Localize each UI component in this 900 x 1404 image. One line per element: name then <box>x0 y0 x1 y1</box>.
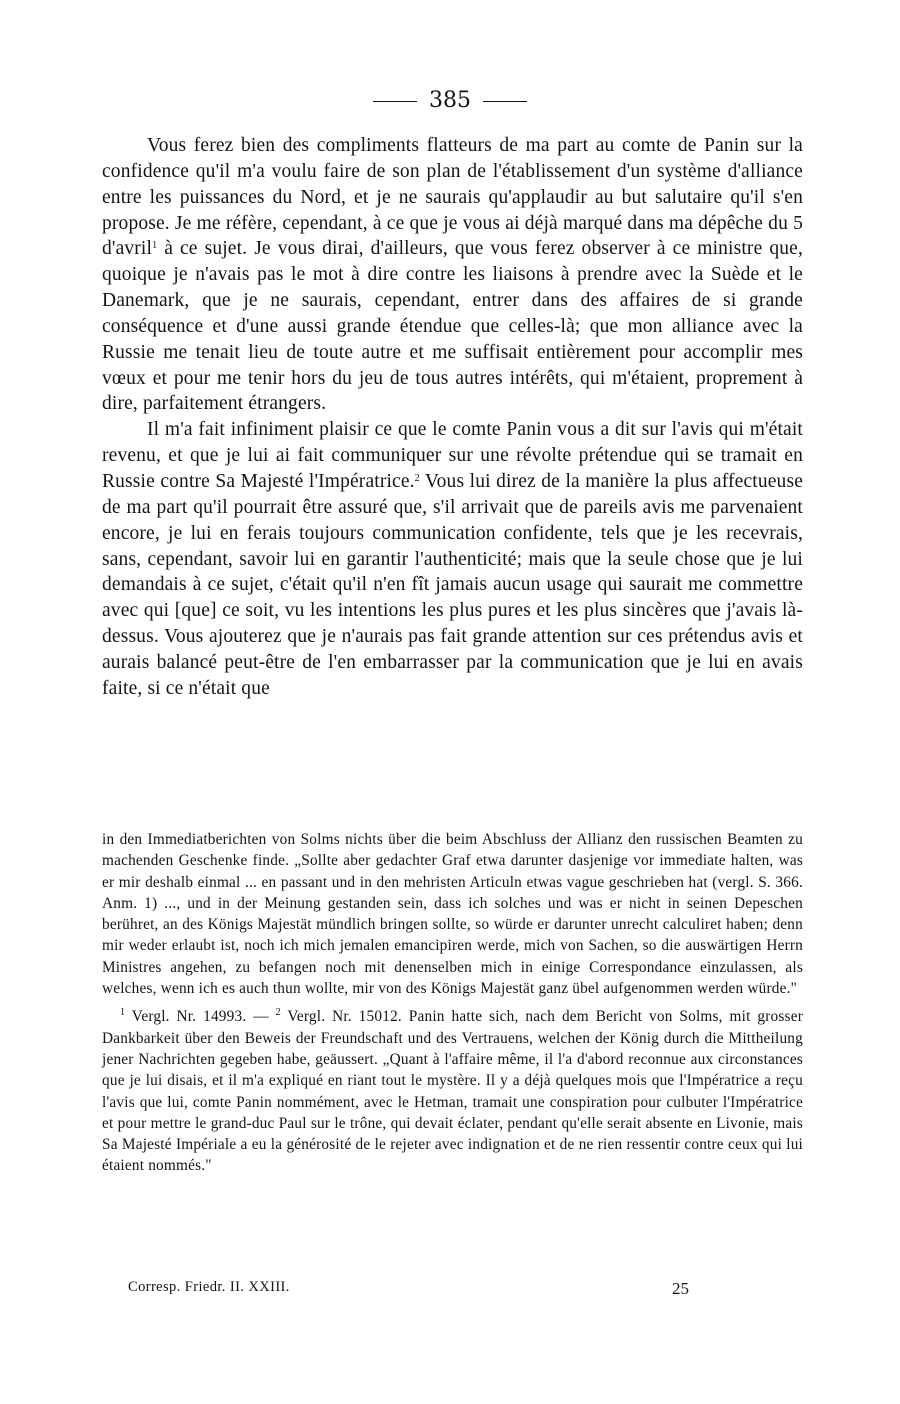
header-dash-right <box>483 101 527 102</box>
footnotes <box>102 829 803 1177</box>
signature-number: 25 <box>672 1279 689 1298</box>
page-number: 385 <box>429 88 471 113</box>
footnote-2-text: Vergl. Nr. 15012. Panin hatte sich, nach dem Bericht von Solms, mit grosser Dankbarkeit über den Beweis der Freundschaft und des Vertrauens, welchen der König durch die Mittheilung jener Nachrichten gegeben habe, geäussert. „Quant à l'affaire même, il l'a d'abord reconnue aux circonstances que je lui disais, et il m'a expliqué en riant tout le mystère. Il y a déjà quelques mois que l'Impératrice a reçu l'avis que lui, comte Panin nommément, avec le Hetman, tramait une conspiration pour culbuter l'Impératrice et pour mettre le grand-duc Paul sur le trône, qui devait éclater, pendant qu'elle serait absente en Livonie, mais Sa Majesté Impériale a eu la générosité de le rejeter avec indignation et de ne rien ressentir contre ceux qui lui étaient nommés." <box>102 1008 803 1175</box>
footnote-continuation: in den Immediatberichten von Solms nichts über die beim Abschluss der Allianz den russischen Beamten zu machenden Geschenke finde. „Sollte aber gedachter Graf etwa darunter dasjenige vor immediate halten, was er mir deshalb einmal ... en passant und in den mehristen Articuln etwas vague geschrieben hat (vergl. S. 366. Anm. 1) ..., und in der Meinung gestanden sein, dass ich solches und was er nicht in seinen Depeschen berühret, an des Königs Majestät mündlich bringen sollte, so würde er darunter unrecht calculiret haben; denn mir weder erlaubt ist, noch ich mich jemalen emancipiren werde, mich von Sachen, so die auswärtigen Herrn Ministres angehen, zu befangen noch mit denenselben mich in einige Correspondance einzulassen, als welches, wenn ich es auch thun wollte, mir von des Königs Majestät ganz übel aufgenommen werden würde." <box>102 831 803 998</box>
footnote-ref-1: 1 <box>152 240 158 252</box>
footnote-1-text: Vergl. Nr. 14993. — <box>125 1008 276 1026</box>
footnote-marker-1: 1 <box>120 1007 126 1019</box>
main-paragraph-2 <box>102 417 803 701</box>
footnote-ref-2: 2 <box>414 472 420 484</box>
page-header <box>0 86 900 116</box>
main-paragraph-2-start: Il m'a fait infiniment plaisir ce que le comte Panin vous a dit sur l'avis qui m'était revenu, et que je lui ai fait communiquer sur une révolte prétendue qui se tramait en Russie contre Sa Majesté l'Impératrice. <box>102 419 803 492</box>
main-paragraph-2-rest: Vous lui direz de la manière la plus affectueuse de ma part qu'il pourrait être assuré que, s'il arrivait que de pareils avis me parvenaient encore, je lui en ferais toujours communication confidente, tels que je les recevrais, sans, cependant, savoir lui en garantir l'authenticité; mais que la seule chose que je lui demandais à ce sujet, c'était qu'il n'en fît jamais aucun usage qui saurait me commettre avec qui [que] ce soit, vu les intentions les plus pures et les plus sincères que j'avais là-dessus. Vous ajouterez que je n'aurais pas fait grande attention sur ces prétendus avis et aurais balancé peut-être de l'en embarrasser par la communication que je lui en avais faite, si ce n'était que <box>102 470 804 699</box>
footnote-marker-2: 2 <box>275 1007 281 1019</box>
signature-mark: Corresp. Friedr. II. XXIII. <box>128 1279 290 1295</box>
main-paragraph-1-start: Vous ferez bien des compliments flatteurs de ma part au comte de Panin sur la confidence qu'il m'a voulu faire de son plan de l'établissement d'un système d'alliance entre les puissances du Nord, et je ne saurais qu'applaudir au but salutaire qu'il s'en propose. Je me réfère, cependant, à ce que je vous ai déjà marqué dans ma dépêche du 5 d'avril <box>102 135 803 260</box>
main-paragraph-1-rest: à ce sujet. Je vous dirai, d'ailleurs, que vous ferez observer à ce ministre que, quoique je n'avais pas le mot à dire contre les liaisons à prendre avec la Suède et le Danemark, que je ne saurais, cependant, entrer dans des affaires de si grande conséquence et d'une aussi grande étendue que celles-là; que mon alliance avec la Russie me tenait lieu de toute autre et me suffisait entièrement pour accomplir mes vœux et pour me tenir hors du jeu de tous autres intérêts, qui m'étaient, proprement à dire, parfaitement étrangers. <box>102 238 803 415</box>
footnote-1-2 <box>102 1006 803 1176</box>
main-paragraph-1 <box>102 133 803 417</box>
main-text <box>102 133 803 702</box>
header-dash-left <box>373 101 417 102</box>
